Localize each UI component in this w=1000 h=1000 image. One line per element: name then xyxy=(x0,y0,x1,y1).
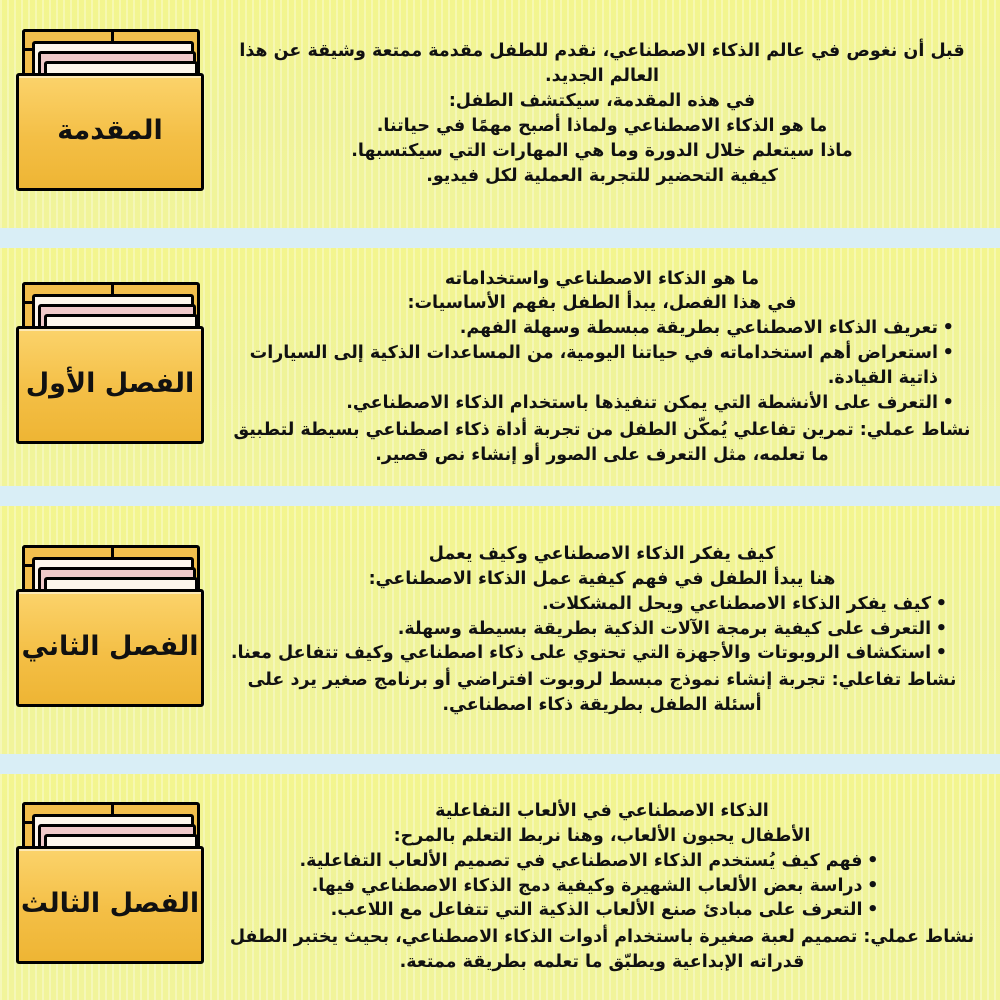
folder-label-0: المقدمة xyxy=(57,114,163,146)
bullet-3-1: • دراسة بعض الألعاب الشهيرة وكيفية دمج الذكاء الاصطناعي فيها. xyxy=(299,874,878,899)
section-card-2 xyxy=(0,506,1000,754)
bullet-1-0: • تعريف الذكاء الاصطناعي بطريقة مبسطة وسهلة الفهم. xyxy=(224,316,954,341)
divider-2 xyxy=(0,759,1000,769)
section-bullets-3 xyxy=(299,849,904,924)
section-lead-3: الذكاء الاصطناعي في الألعاب التفاعلية xyxy=(435,801,769,822)
bullet-wrap-1 xyxy=(224,316,980,415)
section-text-3 xyxy=(210,799,990,975)
folder-icon xyxy=(14,278,210,456)
section-text-0 xyxy=(210,39,990,188)
section-activity-3: نشاط عملي: تصميم لعبة صغيرة باستخدام أدوات الذكاء الاصطناعي، بحيث يختبر الطفل قدراته الإبداعية ويطبّق ما تعلمه بطريقة ممتعة. xyxy=(229,927,975,973)
section-card-3 xyxy=(0,774,1000,1000)
section-text-1 xyxy=(210,267,990,468)
bullet-2-1: • التعرف على كيفية برمجة الآلات الذكية بطريقة بسيطة وسهلة. xyxy=(231,617,947,642)
section-card-0 xyxy=(0,0,1000,228)
folder-icon xyxy=(14,25,210,203)
bullet-2-0: • كيف يفكر الذكاء الاصطناعي ويحل المشكلات. xyxy=(231,592,947,617)
section-lead-0: قبل أن نغوص في عالم الذكاء الاصطناعي، نقدم للطفل مقدمة ممتعة وشيقة عن هذا العالم الجديد. xyxy=(239,41,965,87)
section-subtitle-2: هنا يبدأ الطفل في فهم كيفية عمل الذكاء الاصطناعي: xyxy=(368,568,836,589)
section-activity-2: نشاط تفاعلي: تجربة إنشاء نموذج مبسط لروبوت افتراضي أو برنامج صغير يرد على أسئلة الطفل بطريقة ذكاء اصطناعي. xyxy=(247,670,957,716)
section-text-2 xyxy=(210,542,990,718)
folder-label-2: الفصل الثاني xyxy=(21,630,199,662)
section-subtitle-1: في هذا الفصل، يبدأ الطفل بفهم الأساسيات: xyxy=(407,293,797,314)
bullet-wrap-3 xyxy=(224,849,980,924)
divider-1 xyxy=(0,491,1000,501)
divider-0 xyxy=(0,233,1000,243)
section-activity-1: نشاط عملي: تمرين تفاعلي يُمكّن الطفل من تجربة أداة ذكاء اصطناعي بسيطة لتطبيق ما تعلمه، مثل التعرف على الصور أو إنشاء نص قصير. xyxy=(233,419,971,465)
bullet-3-0: • فهم كيف يُستخدم الذكاء الاصطناعي في تصميم الألعاب التفاعلية. xyxy=(299,849,878,874)
section-card-1 xyxy=(0,248,1000,486)
section-bullets-2 xyxy=(231,592,973,667)
bullet-wrap-2 xyxy=(224,592,980,667)
section-line-0-0: ما هو الذكاء الاصطناعي ولماذا أصبح مهمًا في حياتنا. xyxy=(376,116,828,136)
section-subtitle-0: في هذه المقدمة، سيكتشف الطفل: xyxy=(448,91,756,112)
section-bullets-1 xyxy=(224,316,980,415)
folder-label-3: الفصل الثالث xyxy=(20,887,200,919)
bullet-1-2: • التعرف على الأنشطة التي يمكن تنفيذها باستخدام الذكاء الاصطناعي. xyxy=(224,391,954,416)
folder-icon xyxy=(14,798,210,976)
section-lead-1: ما هو الذكاء الاصطناعي واستخداماته xyxy=(444,268,760,289)
section-subtitle-3: الأطفال يحبون الألعاب، وهنا نربط التعلم بالمرح: xyxy=(393,825,811,846)
section-line-0-1: ماذا سيتعلم خلال الدورة وما هي المهارات التي سيكتسبها. xyxy=(351,140,853,161)
folder-icon xyxy=(14,541,210,719)
section-lead-2: كيف يفكر الذكاء الاصطناعي وكيف يعمل xyxy=(428,544,776,565)
section-line-0-2: كيفية التحضير للتجربة العملية لكل فيديو. xyxy=(426,165,778,186)
bullet-1-1: • استعراض أهم استخداماته في حياتنا اليومية، من المساعدات الذكية إلى السيارات ذاتية القيادة. xyxy=(224,341,954,391)
folder-label-1: الفصل الأول xyxy=(25,367,195,399)
bullet-3-2: • التعرف على مبادئ صنع الألعاب الذكية التي تتفاعل مع اللاعب. xyxy=(299,898,878,923)
bullet-2-2: • استكشاف الروبوتات والأجهزة التي تحتوي على ذكاء اصطناعي وكيف تتفاعل معنا. xyxy=(231,641,947,666)
